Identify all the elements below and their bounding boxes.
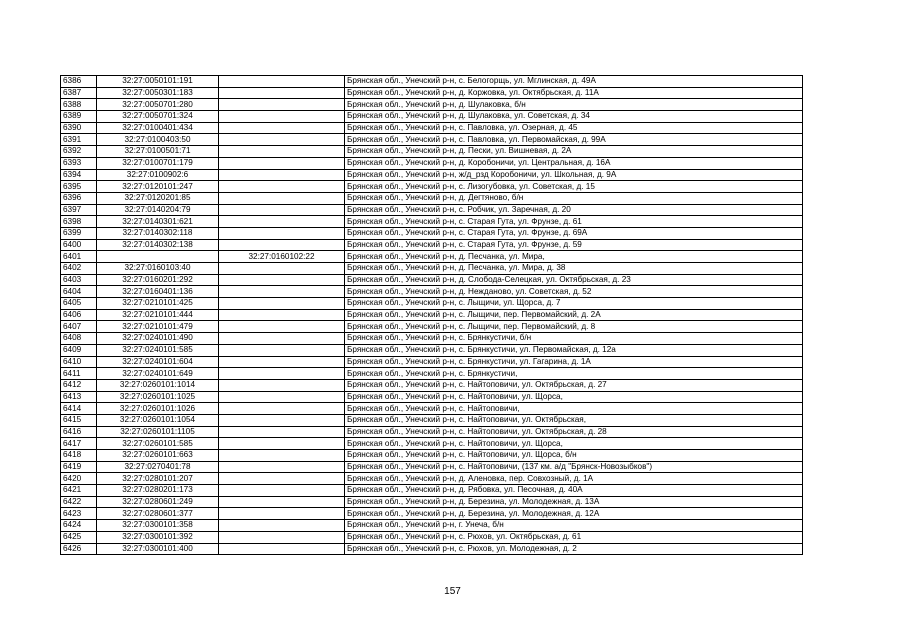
record-number-cell: 6405	[61, 298, 97, 310]
old-cadastral-number-cell	[219, 298, 345, 310]
old-cadastral-number-cell	[219, 263, 345, 275]
record-number-cell: 6409	[61, 344, 97, 356]
cadastral-number-cell: 32:27:0300101:358	[97, 520, 219, 532]
table-row	[61, 122, 803, 134]
address-cell: Брянская обл., Унечский р-н, с. Рюхов, ул. Октябрьская, д. 61	[345, 531, 803, 543]
address-cell: Брянская обл., Унечский р-н, д. Коробоничи, ул. Центральная, д. 16А	[345, 157, 803, 169]
record-number-cell: 6411	[61, 368, 97, 380]
table-row	[61, 473, 803, 485]
record-number-cell: 6414	[61, 403, 97, 415]
address-cell: Брянская обл., Унечский р-н, с. Найтоповичи, ул. Октябрьская,	[345, 414, 803, 426]
address-cell: Брянская обл., Унечский р-н, с. Лизогубовка, ул. Советская, д. 15	[345, 181, 803, 193]
old-cadastral-number-cell	[219, 438, 345, 450]
cadastral-number-cell: 32:27:0210101:444	[97, 309, 219, 321]
cadastral-number-cell: 32:27:0100902:6	[97, 169, 219, 181]
cadastral-number-cell: 32:27:0300101:400	[97, 543, 219, 555]
table-row	[61, 485, 803, 497]
page-number: 157	[444, 586, 461, 597]
old-cadastral-number-cell	[219, 356, 345, 368]
old-cadastral-number-cell	[219, 111, 345, 123]
address-cell: Брянская обл., Унечский р-н, с. Павловка, ул. Первомайская, д. 99А	[345, 134, 803, 146]
old-cadastral-number-cell	[219, 227, 345, 239]
table-row	[61, 192, 803, 204]
record-number-cell: 6412	[61, 379, 97, 391]
old-cadastral-number-cell	[219, 122, 345, 134]
address-cell: Брянская обл., Унечский р-н, с. Найтоповичи, ул. Октябрьская, д. 27	[345, 379, 803, 391]
cadastral-number-cell: 32:27:0100403:50	[97, 134, 219, 146]
table-row	[61, 368, 803, 380]
record-number-cell: 6416	[61, 426, 97, 438]
table-row	[61, 286, 803, 298]
table-row	[61, 134, 803, 146]
table-row	[61, 508, 803, 520]
table-row	[61, 461, 803, 473]
address-cell: Брянская обл., Унечский р-н, д. Березина, ул. Молодежная, д. 12А	[345, 508, 803, 520]
address-cell: Брянская обл., Унечский р-н, с. Найтоповичи, ул. Щорса, б/н	[345, 450, 803, 462]
address-cell: Брянская обл., Унечский р-н, д. Дегтяново, б/н	[345, 192, 803, 204]
cadastral-number-cell: 32:27:0280101:207	[97, 473, 219, 485]
cadastral-number-cell: 32:27:0100401:434	[97, 122, 219, 134]
address-cell: Брянская обл., Унечский р-н, г. Унеча, б/н	[345, 520, 803, 532]
table-row	[61, 99, 803, 111]
cadastral-number-cell: 32:27:0120201:85	[97, 192, 219, 204]
table-row	[61, 356, 803, 368]
record-number-cell: 6421	[61, 485, 97, 497]
table-row	[61, 227, 803, 239]
address-cell: Брянская обл., Унечский р-н, с. Лыщичи, ул. Щорса, д. 7	[345, 298, 803, 310]
old-cadastral-number-cell	[219, 473, 345, 485]
address-cell: Брянская обл., Унечский р-н, с. Брянкустичи,	[345, 368, 803, 380]
table-row	[61, 496, 803, 508]
old-cadastral-number-cell	[219, 204, 345, 216]
address-cell: Брянская обл., Унечский р-н, с. Найтоповичи, ул. Щорса,	[345, 438, 803, 450]
old-cadastral-number-cell	[219, 543, 345, 555]
table-row	[61, 87, 803, 99]
record-number-cell: 6426	[61, 543, 97, 555]
table-row	[61, 146, 803, 158]
cadastral-number-cell: 32:27:0260101:585	[97, 438, 219, 450]
cadastral-number-cell	[97, 251, 219, 263]
old-cadastral-number-cell	[219, 531, 345, 543]
cadastral-number-cell: 32:27:0140301:621	[97, 216, 219, 228]
address-cell: Брянская обл., Унечский р-н, с. Робчик, ул. Заречная, д. 20	[345, 204, 803, 216]
old-cadastral-number-cell	[219, 157, 345, 169]
address-cell: Брянская обл., Унечский р-н, д. Песчанка, ул. Мира,	[345, 251, 803, 263]
table-row	[61, 403, 803, 415]
cadastral-number-cell: 32:27:0280201:173	[97, 485, 219, 497]
table-row	[61, 321, 803, 333]
record-number-cell: 6406	[61, 309, 97, 321]
table-row	[61, 344, 803, 356]
cadastral-number-cell: 32:27:0240101:604	[97, 356, 219, 368]
old-cadastral-number-cell	[219, 192, 345, 204]
table-row	[61, 111, 803, 123]
cadastral-number-cell: 32:27:0120101:247	[97, 181, 219, 193]
table-row	[61, 379, 803, 391]
cadastral-number-cell: 32:27:0160201:292	[97, 274, 219, 286]
address-cell: Брянская обл., Унечский р-н, с. Найтоповичи, ул. Щорса,	[345, 391, 803, 403]
cadastral-number-cell: 32:27:0100701:179	[97, 157, 219, 169]
table-row	[61, 543, 803, 555]
old-cadastral-number-cell	[219, 169, 345, 181]
record-number-cell: 6398	[61, 216, 97, 228]
cadastral-number-cell: 32:27:0280601:249	[97, 496, 219, 508]
cadastral-number-cell: 32:27:0260101:1105	[97, 426, 219, 438]
old-cadastral-number-cell	[219, 134, 345, 146]
address-cell: Брянская обл., Унечский р-н, ж/д_рзд Коробоничи, ул. Школьная, д. 9А	[345, 169, 803, 181]
old-cadastral-number-cell	[219, 520, 345, 532]
address-cell: Брянская обл., Унечский р-н, с. Лыщичи, пер. Первомайский, д. 8	[345, 321, 803, 333]
old-cadastral-number-cell	[219, 286, 345, 298]
table-row	[61, 263, 803, 275]
record-number-cell: 6392	[61, 146, 97, 158]
record-number-cell: 6397	[61, 204, 97, 216]
cadastral-number-cell: 32:27:0160401:136	[97, 286, 219, 298]
record-number-cell: 6386	[61, 76, 97, 88]
record-number-cell: 6423	[61, 508, 97, 520]
record-number-cell: 6425	[61, 531, 97, 543]
old-cadastral-number-cell	[219, 403, 345, 415]
table-row	[61, 181, 803, 193]
old-cadastral-number-cell	[219, 181, 345, 193]
table-row	[61, 333, 803, 345]
record-number-cell: 6404	[61, 286, 97, 298]
address-cell: Брянская обл., Унечский р-н, с. Белогорщь, ул. Мглинская, д. 49А	[345, 76, 803, 88]
cadastral-number-cell: 32:27:0050701:324	[97, 111, 219, 123]
old-cadastral-number-cell	[219, 333, 345, 345]
record-number-cell: 6388	[61, 99, 97, 111]
old-cadastral-number-cell	[219, 391, 345, 403]
record-number-cell: 6410	[61, 356, 97, 368]
address-cell: Брянская обл., Унечский р-н, д. Коржовка, ул. Октябрьская, д. 11А	[345, 87, 803, 99]
cadastral-number-cell: 32:27:0210101:479	[97, 321, 219, 333]
record-number-cell: 6402	[61, 263, 97, 275]
address-cell: Брянская обл., Унечский р-н, д. Слобода-Селецкая, ул. Октябрьская, д. 23	[345, 274, 803, 286]
record-number-cell: 6394	[61, 169, 97, 181]
table-row	[61, 391, 803, 403]
old-cadastral-number-cell	[219, 239, 345, 251]
record-number-cell: 6387	[61, 87, 97, 99]
table-row	[61, 531, 803, 543]
record-number-cell: 6393	[61, 157, 97, 169]
address-cell: Брянская обл., Унечский р-н, с. Рюхов, ул. Молодежная, д. 2	[345, 543, 803, 555]
old-cadastral-number-cell	[219, 216, 345, 228]
cadastral-number-cell: 32:27:0140204:79	[97, 204, 219, 216]
cadastral-number-cell: 32:27:0240101:585	[97, 344, 219, 356]
address-cell: Брянская обл., Унечский р-н, д. Пески, ул. Вишневая, д. 2А	[345, 146, 803, 158]
cadastral-number-cell: 32:27:0100501:71	[97, 146, 219, 158]
record-number-cell: 6399	[61, 227, 97, 239]
address-cell: Брянская обл., Унечский р-н, с. Лыщичи, пер. Первомайский, д. 2А	[345, 309, 803, 321]
address-cell: Брянская обл., Унечский р-н, с. Найтоповичи,	[345, 403, 803, 415]
record-number-cell: 6415	[61, 414, 97, 426]
cadastral-number-cell: 32:27:0140302:138	[97, 239, 219, 251]
old-cadastral-number-cell: 32:27:0160102:22	[219, 251, 345, 263]
table-row	[61, 438, 803, 450]
record-number-cell: 6391	[61, 134, 97, 146]
address-cell: Брянская обл., Унечский р-н, с. Найтоповичи, (137 км. а/д "Брянск-Новозыбков")	[345, 461, 803, 473]
cadastral-number-cell: 32:27:0210101:425	[97, 298, 219, 310]
cadastral-number-cell: 32:27:0300101:392	[97, 531, 219, 543]
record-number-cell: 6401	[61, 251, 97, 263]
record-number-cell: 6417	[61, 438, 97, 450]
old-cadastral-number-cell	[219, 87, 345, 99]
table-row	[61, 274, 803, 286]
old-cadastral-number-cell	[219, 485, 345, 497]
old-cadastral-number-cell	[219, 99, 345, 111]
address-cell: Брянская обл., Унечский р-н, с. Найтоповичи, ул. Октябрьская, д. 28	[345, 426, 803, 438]
address-cell: Брянская обл., Унечский р-н, с. Брянкустичи, ул. Первомайская, д. 12а	[345, 344, 803, 356]
old-cadastral-number-cell	[219, 508, 345, 520]
old-cadastral-number-cell	[219, 146, 345, 158]
table-row	[61, 204, 803, 216]
record-number-cell: 6424	[61, 520, 97, 532]
record-number-cell: 6408	[61, 333, 97, 345]
address-cell: Брянская обл., Унечский р-н, с. Брянкустичи, б/н	[345, 333, 803, 345]
record-number-cell: 6389	[61, 111, 97, 123]
address-cell: Брянская обл., Унечский р-н, с. Старая Гута, ул. Фрунзе, д. 69А	[345, 227, 803, 239]
table-row	[61, 76, 803, 88]
address-cell: Брянская обл., Унечский р-н, д. Аленовка, пер. Совхозный, д. 1А	[345, 473, 803, 485]
record-number-cell: 6403	[61, 274, 97, 286]
table-row	[61, 298, 803, 310]
old-cadastral-number-cell	[219, 414, 345, 426]
old-cadastral-number-cell	[219, 368, 345, 380]
cadastral-number-cell: 32:27:0260101:1026	[97, 403, 219, 415]
old-cadastral-number-cell	[219, 321, 345, 333]
table-row	[61, 520, 803, 532]
old-cadastral-number-cell	[219, 496, 345, 508]
cadastral-number-cell: 32:27:0270401:78	[97, 461, 219, 473]
registry-table-body	[61, 76, 803, 555]
cadastral-number-cell: 32:27:0050101:191	[97, 76, 219, 88]
cadastral-number-cell: 32:27:0260101:1025	[97, 391, 219, 403]
address-cell: Брянская обл., Унечский р-н, д. Шулаковка, ул. Советская, д. 34	[345, 111, 803, 123]
record-number-cell: 6400	[61, 239, 97, 251]
address-cell: Брянская обл., Унечский р-н, с. Брянкустичи, ул. Гагарина, д. 1А	[345, 356, 803, 368]
cadastral-number-cell: 32:27:0050301:183	[97, 87, 219, 99]
cadastral-number-cell: 32:27:0240101:649	[97, 368, 219, 380]
record-number-cell: 6419	[61, 461, 97, 473]
address-cell: Брянская обл., Унечский р-н, с. Старая Гута, ул. Фрунзе, д. 61	[345, 216, 803, 228]
address-cell: Брянская обл., Унечский р-н, с. Старая Гута, ул. Фрунзе, д. 59	[345, 239, 803, 251]
cadastral-number-cell: 32:27:0260101:1054	[97, 414, 219, 426]
old-cadastral-number-cell	[219, 309, 345, 321]
cadastral-number-cell: 32:27:0260101:1014	[97, 379, 219, 391]
table-row	[61, 157, 803, 169]
table-row	[61, 216, 803, 228]
address-cell: Брянская обл., Унечский р-н, д. Шулаковка, б/н	[345, 99, 803, 111]
table-row	[61, 414, 803, 426]
old-cadastral-number-cell	[219, 76, 345, 88]
table-row	[61, 426, 803, 438]
old-cadastral-number-cell	[219, 379, 345, 391]
record-number-cell: 6407	[61, 321, 97, 333]
cadastral-number-cell: 32:27:0050701:280	[97, 99, 219, 111]
table-row	[61, 239, 803, 251]
registry-table	[60, 75, 803, 555]
cadastral-number-cell: 32:27:0160103:40	[97, 263, 219, 275]
cadastral-number-cell: 32:27:0280601:377	[97, 508, 219, 520]
record-number-cell: 6395	[61, 181, 97, 193]
record-number-cell: 6418	[61, 450, 97, 462]
record-number-cell: 6413	[61, 391, 97, 403]
cadastral-number-cell: 32:27:0260101:663	[97, 450, 219, 462]
address-cell: Брянская обл., Унечский р-н, д. Березина, ул. Молодежная, д. 13А	[345, 496, 803, 508]
old-cadastral-number-cell	[219, 461, 345, 473]
record-number-cell: 6390	[61, 122, 97, 134]
address-cell: Брянская обл., Унечский р-н, д. Нежданово, ул. Советская, д. 52	[345, 286, 803, 298]
table-row	[61, 251, 803, 263]
record-number-cell: 6420	[61, 473, 97, 485]
address-cell: Брянская обл., Унечский р-н, д. Рябовка, ул. Песочная, д. 40А	[345, 485, 803, 497]
old-cadastral-number-cell	[219, 426, 345, 438]
record-number-cell: 6396	[61, 192, 97, 204]
cadastral-number-cell: 32:27:0140302:118	[97, 227, 219, 239]
table-row	[61, 169, 803, 181]
table-row	[61, 309, 803, 321]
address-cell: Брянская обл., Унечский р-н, д. Песчанка, ул. Мира, д. 38	[345, 263, 803, 275]
record-number-cell: 6422	[61, 496, 97, 508]
address-cell: Брянская обл., Унечский р-н, с. Павловка, ул. Озерная, д. 45	[345, 122, 803, 134]
old-cadastral-number-cell	[219, 344, 345, 356]
cadastral-number-cell: 32:27:0240101:490	[97, 333, 219, 345]
old-cadastral-number-cell	[219, 450, 345, 462]
table-row	[61, 450, 803, 462]
old-cadastral-number-cell	[219, 274, 345, 286]
